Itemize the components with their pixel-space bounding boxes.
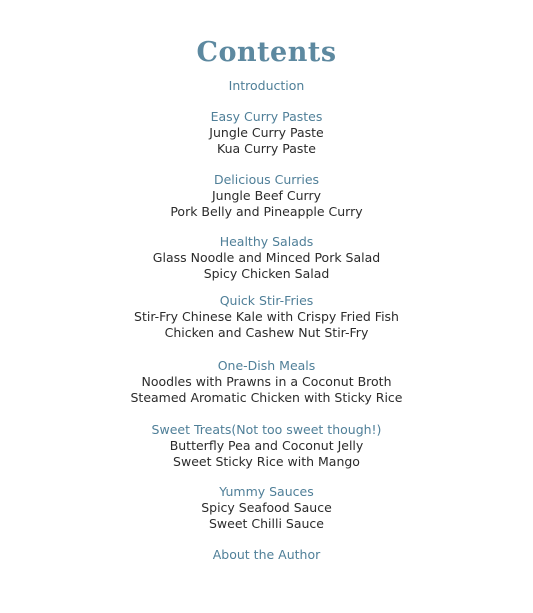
toc-item[interactable]: Butterfly Pea and Coconut Jelly <box>169 438 364 453</box>
toc-section-one-dish-meals <box>0 358 533 406</box>
toc-item[interactable]: Sweet Sticky Rice with Mango <box>173 454 360 469</box>
toc-entry-about-the-author[interactable]: About the Author <box>212 547 321 562</box>
toc-item[interactable]: Glass Noodle and Minced Pork Salad <box>152 250 381 265</box>
toc-item[interactable]: Sweet Chilli Sauce <box>208 516 324 531</box>
toc-section-delicious-curries <box>0 172 533 220</box>
toc-entry-introduction[interactable]: Introduction <box>228 78 305 93</box>
toc-item[interactable]: Steamed Aromatic Chicken with Sticky Rice <box>130 390 403 405</box>
section-heading[interactable]: Sweet Treats(Not too sweet though!) <box>151 422 382 437</box>
toc-section-healthy-salads <box>0 234 533 282</box>
section-heading[interactable]: Easy Curry Pastes <box>210 109 323 124</box>
section-heading[interactable]: Quick Stir-Fries <box>219 293 314 308</box>
toc-section-yummy-sauces <box>0 484 533 532</box>
toc-item[interactable]: Jungle Curry Paste <box>209 125 324 140</box>
toc-item[interactable]: Chicken and Cashew Nut Stir-Fry <box>164 325 369 340</box>
page-title: Contents <box>196 37 337 68</box>
toc-section-sweet-treats <box>0 422 533 470</box>
section-heading[interactable]: Yummy Sauces <box>219 484 314 499</box>
toc-item[interactable]: Spicy Chicken Salad <box>203 266 330 281</box>
section-heading[interactable]: Healthy Salads <box>219 234 314 249</box>
toc-item[interactable]: Noodles with Prawns in a Coconut Broth <box>141 374 392 389</box>
toc-item[interactable]: Pork Belly and Pineapple Curry <box>170 204 363 219</box>
toc-item[interactable]: Jungle Beef Curry <box>211 188 322 203</box>
toc-item[interactable]: Kua Curry Paste <box>217 141 316 156</box>
section-heading[interactable]: One-Dish Meals <box>217 358 316 373</box>
toc-section-quick-stir-fries <box>0 293 533 341</box>
toc-section-easy-curry-pastes <box>0 109 533 157</box>
section-heading[interactable]: Delicious Curries <box>213 172 320 187</box>
toc-item[interactable]: Spicy Seafood Sauce <box>201 500 332 515</box>
toc-item[interactable]: Stir-Fry Chinese Kale with Crispy Fried Fish <box>134 309 399 324</box>
